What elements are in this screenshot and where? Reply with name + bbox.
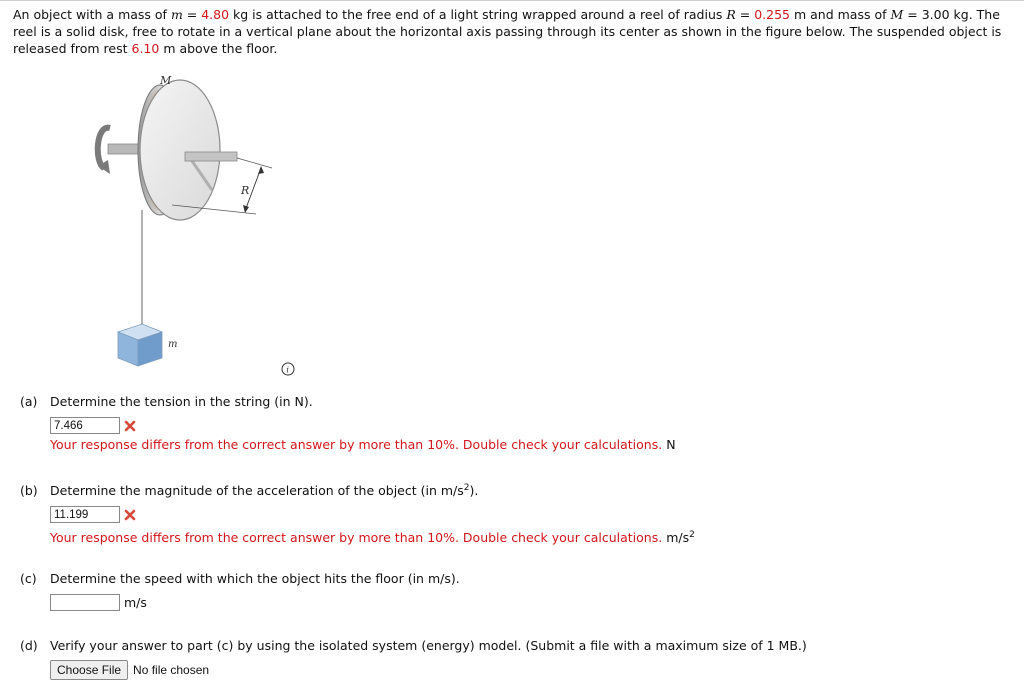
part-a-question: (a) Determine the tension in the string (in N).: [20, 394, 313, 409]
part-c-answer-row: [50, 593, 147, 612]
part-a-feedback: Your response differs from the correct answer by more than 10%. Double check your calculations. N: [50, 437, 676, 452]
part-a-answer-row: [50, 416, 136, 435]
problem-statement: An object with a mass of m = 4.80 kg is attached to the free end of a light string wrapped around a reel of radius R = 0.255 m and mass of M = 3.00 kg. The reel is a solid disk, free to rotate in a vertical plane about the horizontal axis passing through its center as shown in the figure below. The suspended object is released from rest 6.10 m above the floor.: [13, 7, 1002, 56]
part-a-label: (a): [20, 394, 38, 409]
mass-M-value: 3.00: [921, 7, 950, 22]
axle-front: [185, 152, 237, 161]
file-upload-row: [50, 660, 209, 680]
disk-face: [140, 80, 220, 220]
label-M: M: [160, 74, 172, 87]
incorrect-x-icon: [124, 509, 136, 521]
part-c-unit: m/s: [124, 595, 147, 610]
part-d-label: (d): [20, 638, 38, 653]
part-b-question: (b) Determine the magnitude of the acceleration of the object (in $m/s^2$).: [20, 482, 479, 498]
radius-guide-top: [237, 158, 272, 168]
part-b-feedback: Your response differs from the correct answer by more than 10%. Double check your calculations. $m/s^2$: [50, 529, 695, 545]
part-a-answer-input[interactable]: [50, 417, 120, 434]
part-c-question: (c) Determine the speed with which the object hits the floor (in m/s).: [20, 571, 460, 586]
part-c-label: (c): [20, 571, 37, 586]
part-c-answer-input[interactable]: [50, 594, 120, 611]
incorrect-x-icon: [124, 420, 136, 432]
radius-value: 0.255: [754, 7, 791, 22]
info-icon[interactable]: [281, 362, 295, 376]
svg-text:i: i: [286, 365, 289, 375]
part-d-question: (d) Verify your answer to part (c) by using the isolated system (energy) model. (Submit a file with a maximum size of 1 MB.): [20, 638, 807, 653]
file-status: No file chosen: [133, 663, 210, 677]
label-m: m: [168, 339, 178, 350]
reel-figure: [80, 70, 300, 380]
top-divider: [0, 0, 1024, 1]
mass-m-value: 4.80: [201, 7, 230, 22]
label-R: R: [241, 184, 250, 197]
part-b-answer-input[interactable]: [50, 506, 120, 523]
choose-file-button[interactable]: Choose File: [50, 660, 128, 680]
part-b-unit: m/s: [666, 530, 690, 545]
reel-diagram: [80, 70, 300, 380]
part-b-answer-row: [50, 505, 136, 524]
part-a-unit: N: [666, 437, 676, 452]
height-value: 6.10: [131, 41, 160, 56]
part-b-label: (b): [20, 483, 38, 498]
